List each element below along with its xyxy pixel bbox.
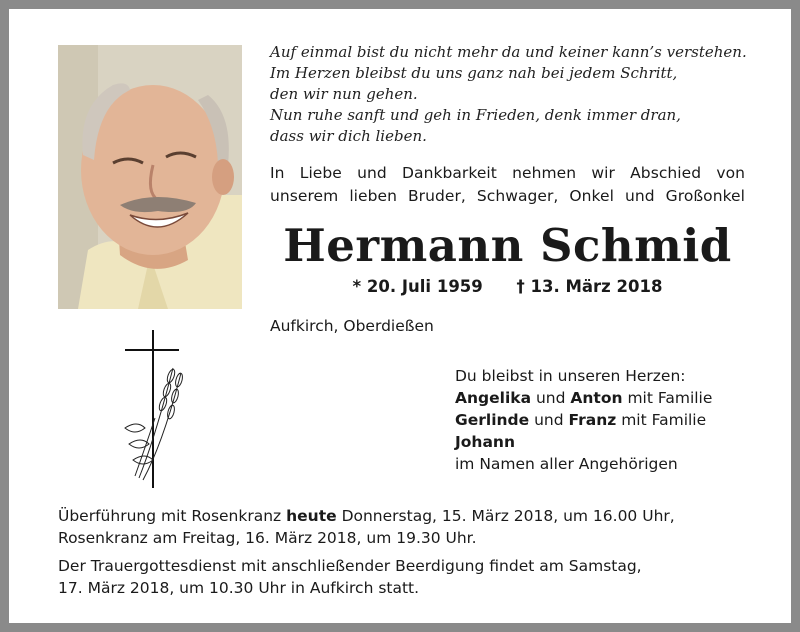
poem-line: den wir nun gehen. [270, 85, 418, 103]
service-details [58, 505, 748, 599]
mourner-row [455, 409, 712, 431]
service-text: Der Trauergottesdienst mit anschließender Beerdigung findet am Samstag, [58, 557, 642, 575]
service-text: Donnerstag, 15. März 2018, um 16.00 Uhr, [336, 507, 675, 525]
service-paragraph [58, 555, 748, 599]
mourners-list [455, 365, 712, 475]
service-emphasis: heute [286, 507, 337, 525]
mourner-name: Franz [568, 411, 617, 429]
mourner-name: Johann [455, 433, 515, 451]
poem-line: Nun ruhe sanft und geh in Frieden, denk immer dran, [270, 106, 681, 124]
mourners-closing: im Namen aller Angehörigen [455, 455, 678, 473]
mourners-heading: Du bleibst in unseren Herzen: [455, 367, 686, 385]
cross-with-wheat-icon [115, 328, 195, 490]
service-text: Rosenkranz am Freitag, 16. März 2018, um 19.30 Uhr. [58, 529, 477, 547]
conjunction: und [529, 411, 569, 429]
mourner-row [455, 387, 712, 409]
poem-line: Im Herzen bleibst du uns ganz nah bei jedem Schritt, [270, 64, 678, 82]
conjunction: und [531, 389, 571, 407]
deceased-name: Hermann Schmid [283, 219, 732, 272]
intro-line: In Liebe und Dankbarkeit nehmen wir Abschied von [270, 164, 745, 182]
poem-line: Auf einmal bist du nicht mehr da und keiner kann’s verstehen. [270, 43, 747, 61]
life-dates [270, 276, 745, 298]
residence: Aufkirch, Oberdießen [270, 317, 434, 335]
mourner-row [455, 431, 712, 453]
birth-date: * 20. Juli 1959 [352, 277, 483, 296]
poem-line: dass wir dich lieben. [270, 127, 427, 145]
service-paragraph [58, 505, 748, 549]
farewell-intro [270, 162, 745, 208]
poem [270, 42, 747, 147]
intro-line: unserem lieben Bruder, Schwager, Onkel und Großonkel [270, 187, 745, 205]
mourner-name: Gerlinde [455, 411, 530, 429]
portrait-photo [58, 45, 242, 309]
service-text: 17. März 2018, um 10.30 Uhr in Aufkirch statt. [58, 579, 420, 597]
service-text: Überführung mit Rosenkranz [58, 507, 287, 525]
mourner-suffix: mit Familie [616, 411, 707, 429]
mourner-name: Angelika [455, 389, 532, 407]
mourner-suffix: mit Familie [622, 389, 713, 407]
mourner-name: Anton [570, 389, 623, 407]
death-date: † 13. März 2018 [516, 277, 663, 296]
